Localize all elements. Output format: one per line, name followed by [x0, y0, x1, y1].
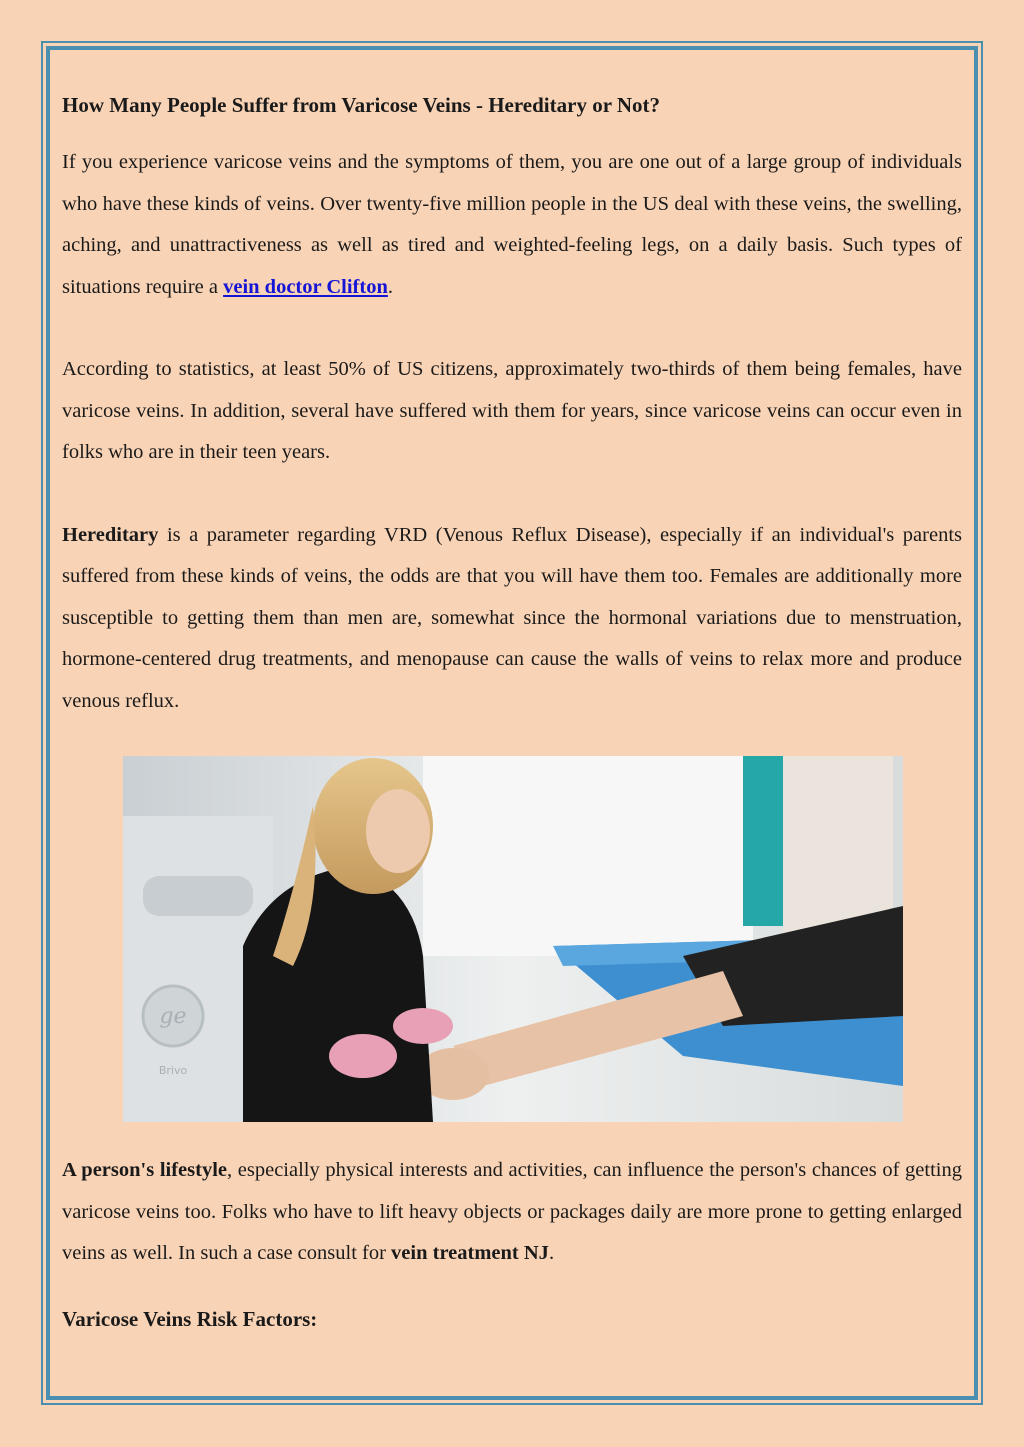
paragraph-intro: If you experience varicose veins and the symptoms of them, you are one out of a large group of individuals who have these kinds of veins. Over twenty-five million people in the US deal with these veins, the swelling, aching, and unattractiveness as well as tired and weighted-feeling legs, on a daily basis. Such types of situations require a vein doctor Clifton.: [62, 151, 962, 298]
paragraph-lifestyle: A person's lifestyle, especially physical interests and activities, can influence the person's chances of getting varicose veins too. Folks who have to lift heavy objects or packages daily are more prone to getting enlarged veins as well. In such a case consult for vein treatment NJ.: [62, 1159, 962, 1264]
paragraph-hereditary: Hereditary is a parameter regarding VRD (Venous Reflux Disease), especially if an individual's parents suffered from these kinds of veins, the odds are that you will have them too. Females are additionally more susceptible to getting them than men are, somewhat since the hormonal variations due to menstruation, hormone-centered drug treatments, and menopause can cause the walls of veins to relax more and produce venous reflux.: [62, 523, 962, 712]
photo-brand-text: Brivo: [158, 1064, 188, 1077]
svg-text:ge: ge: [159, 1004, 187, 1029]
paragraph-statistics: According to statistics, at least 50% of US citizens, approximately two-thirds of them being females, have varicose veins. In addition, several have suffered with them for years, since varicose veins can occur even in folks who are in their teen years.: [62, 358, 962, 463]
doctor-examining-leg-photo: [123, 756, 903, 1122]
article-body: [62, 88, 962, 1336]
article-title: How Many People Suffer from Varicose Veins - Hereditary or Not?: [62, 93, 661, 117]
risk-factors-heading: Varicose Veins Risk Factors:: [62, 1306, 318, 1331]
vein-doctor-clifton-link[interactable]: vein doctor Clifton: [223, 275, 388, 298]
vein-treatment-nj-text: vein treatment NJ: [391, 1242, 549, 1264]
